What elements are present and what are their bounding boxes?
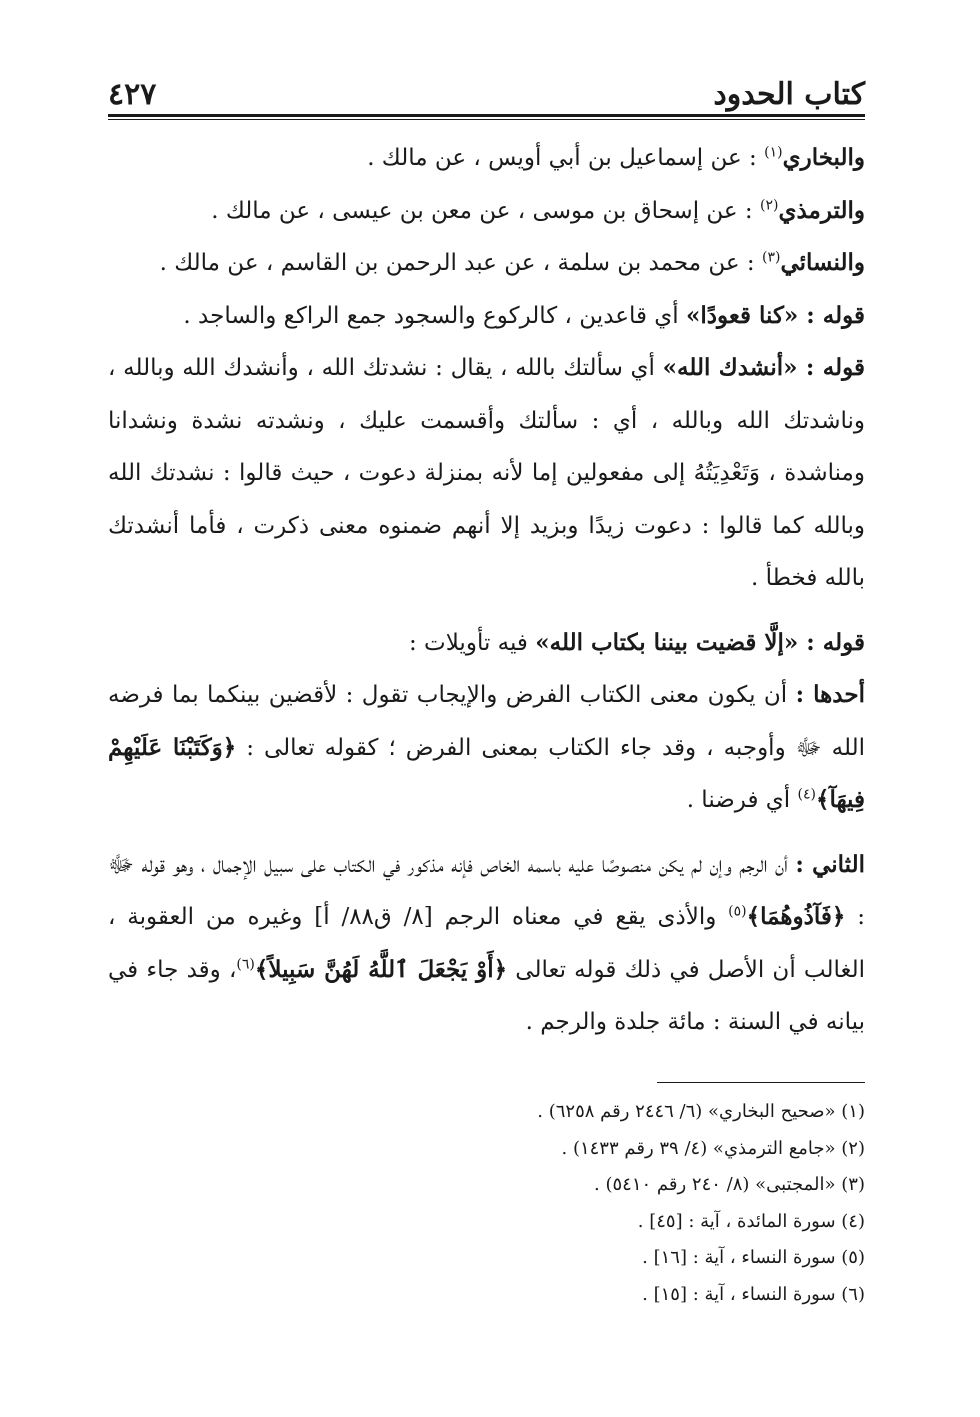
source-label: والنسائي xyxy=(780,249,865,276)
footnote-ref: (٣) xyxy=(761,249,781,266)
footnote-5: (٥) سورة النساء ، آية : [١٦] . xyxy=(642,1247,865,1268)
footnote-1: (١) «صحيح البخاري» (٦/ ٢٤٤٦ رقم ٦٢٥٨) . xyxy=(537,1101,865,1122)
item-label: أحدها : xyxy=(795,681,865,708)
footnote-4: (٤) سورة المائدة ، آية : [٤٥] . xyxy=(637,1210,865,1232)
quran-verse: ﴿أَوْ يَجْعَلَ ٱللَّهُ لَهُنَّ سَبِيلاً﴾ xyxy=(254,955,508,983)
paragraph-text: أي قاعدين ، كالركوع والسجود جمع الراكع والساجد . xyxy=(183,302,687,329)
footnote-ref: (٢) xyxy=(760,196,779,213)
line-bukhari xyxy=(108,132,865,185)
quran-verse: ﴿فَآذُوهُمَا﴾ xyxy=(746,903,846,930)
paragraph-illa-qadayta xyxy=(108,617,865,670)
paragraph-text: أي فرضنا . xyxy=(686,787,798,813)
line-text: : عن إسماعيل بن أبي أويس ، عن مالك . xyxy=(367,145,757,171)
paragraph-text: أي سألتك بالله ، يقال : نشدتك الله ، وأنشدك الله وبالله ، وناشدتك الله وبالله ، أي : سألتك وأقسمت عليك ، ونشدته نشدة ونشدانا ومناشدة ، وَتَعْدِيَتُهُ إلى مفعولين إما لأنه بمنزلة دعوت ، حيث قالوا : نشدتك الله وبالله كما قالوا : دعوت زيدًا وبزيد إلا أنهم ضمنوه معنى ذكرت ، فأما أنشدتك بالله فخطأ . xyxy=(108,355,865,591)
footnote-ref: (١) xyxy=(764,144,783,161)
chapter-title: كتاب الحدود xyxy=(713,77,865,112)
quote-label: قوله : «أنشدك الله» xyxy=(662,354,865,381)
footnote-ref: (٦) xyxy=(236,955,255,972)
paragraph-text: ، وقد جاء في بيانه في السنة : مائة جلدة والرجم . xyxy=(108,956,865,1035)
source-label: والترمذي xyxy=(778,196,865,224)
line-nasai xyxy=(108,237,865,290)
footnote-2: (٢) «جامع الترمذي» (٤/ ٣٩ رقم ١٤٣٣) . xyxy=(561,1137,865,1159)
paragraph-kunna-quudan xyxy=(108,290,865,343)
paragraph-first-interpretation xyxy=(108,669,865,827)
paragraph-text: والأذى يقع في معناه الرجم [٨/ ق٨٨/ أ] وغيره من العقوبة ، الغالب أن الأصل في ذلك قوله تعالى xyxy=(108,904,865,983)
quran-verse: ﴿وَكَتَبْنَا عَلَيْهِمْ فِيهَآ﴾ xyxy=(108,733,865,813)
footnotes xyxy=(108,1094,865,1313)
main-text xyxy=(108,132,865,1049)
paragraph-text: أن يكون معنى الكتاب الفرض والإيجاب تقول : لأقضين بينكما بما فرضه الله ﷻ وأوجبه ، وقد جاء الكتاب بمعنى الفرض ؛ كقوله تعالى : xyxy=(108,682,865,761)
paragraph-anshuduka xyxy=(108,342,865,605)
quote-label: قوله : «إلَّا قضيت بيننا بكتاب الله» xyxy=(535,628,865,656)
footnote-ref: (٥) xyxy=(728,903,747,920)
footnote-separator xyxy=(657,1082,865,1083)
source-label: والبخاري xyxy=(782,144,865,171)
paragraph-text: أن الرجم وإن لم يكن منصوصًا عليه باسمه الخاص فإنه مذكور في الكتاب على سبيل الإجمال ، وهو قوله ﷻ : xyxy=(108,851,865,930)
footnote-6: (٦) سورة النساء ، آية : [١٥] . xyxy=(642,1283,865,1305)
line-text: : عن إسحاق بن موسى ، عن معن بن عيسى ، عن مالك . xyxy=(211,197,753,224)
page-number: ٤٢٧ xyxy=(108,77,157,112)
footnote-ref: (٤) xyxy=(797,786,816,803)
running-header xyxy=(108,58,865,110)
paragraph-second-interpretation xyxy=(108,839,865,1049)
item-label: الثاني : xyxy=(795,850,865,878)
line-tirmidhi xyxy=(108,185,865,238)
paragraph-text: فيه تأويلات : xyxy=(409,629,536,656)
line-text: : عن محمد بن سلمة ، عن عبد الرحمن بن القاسم ، عن مالك . xyxy=(159,250,755,276)
footnote-3: (٣) «المجتبى» (٨/ ٢٤٠ رقم ٥٤١٠) . xyxy=(594,1174,865,1195)
header-rule xyxy=(108,114,865,120)
quote-label: قوله : «كنا قعودًا» xyxy=(686,301,865,329)
